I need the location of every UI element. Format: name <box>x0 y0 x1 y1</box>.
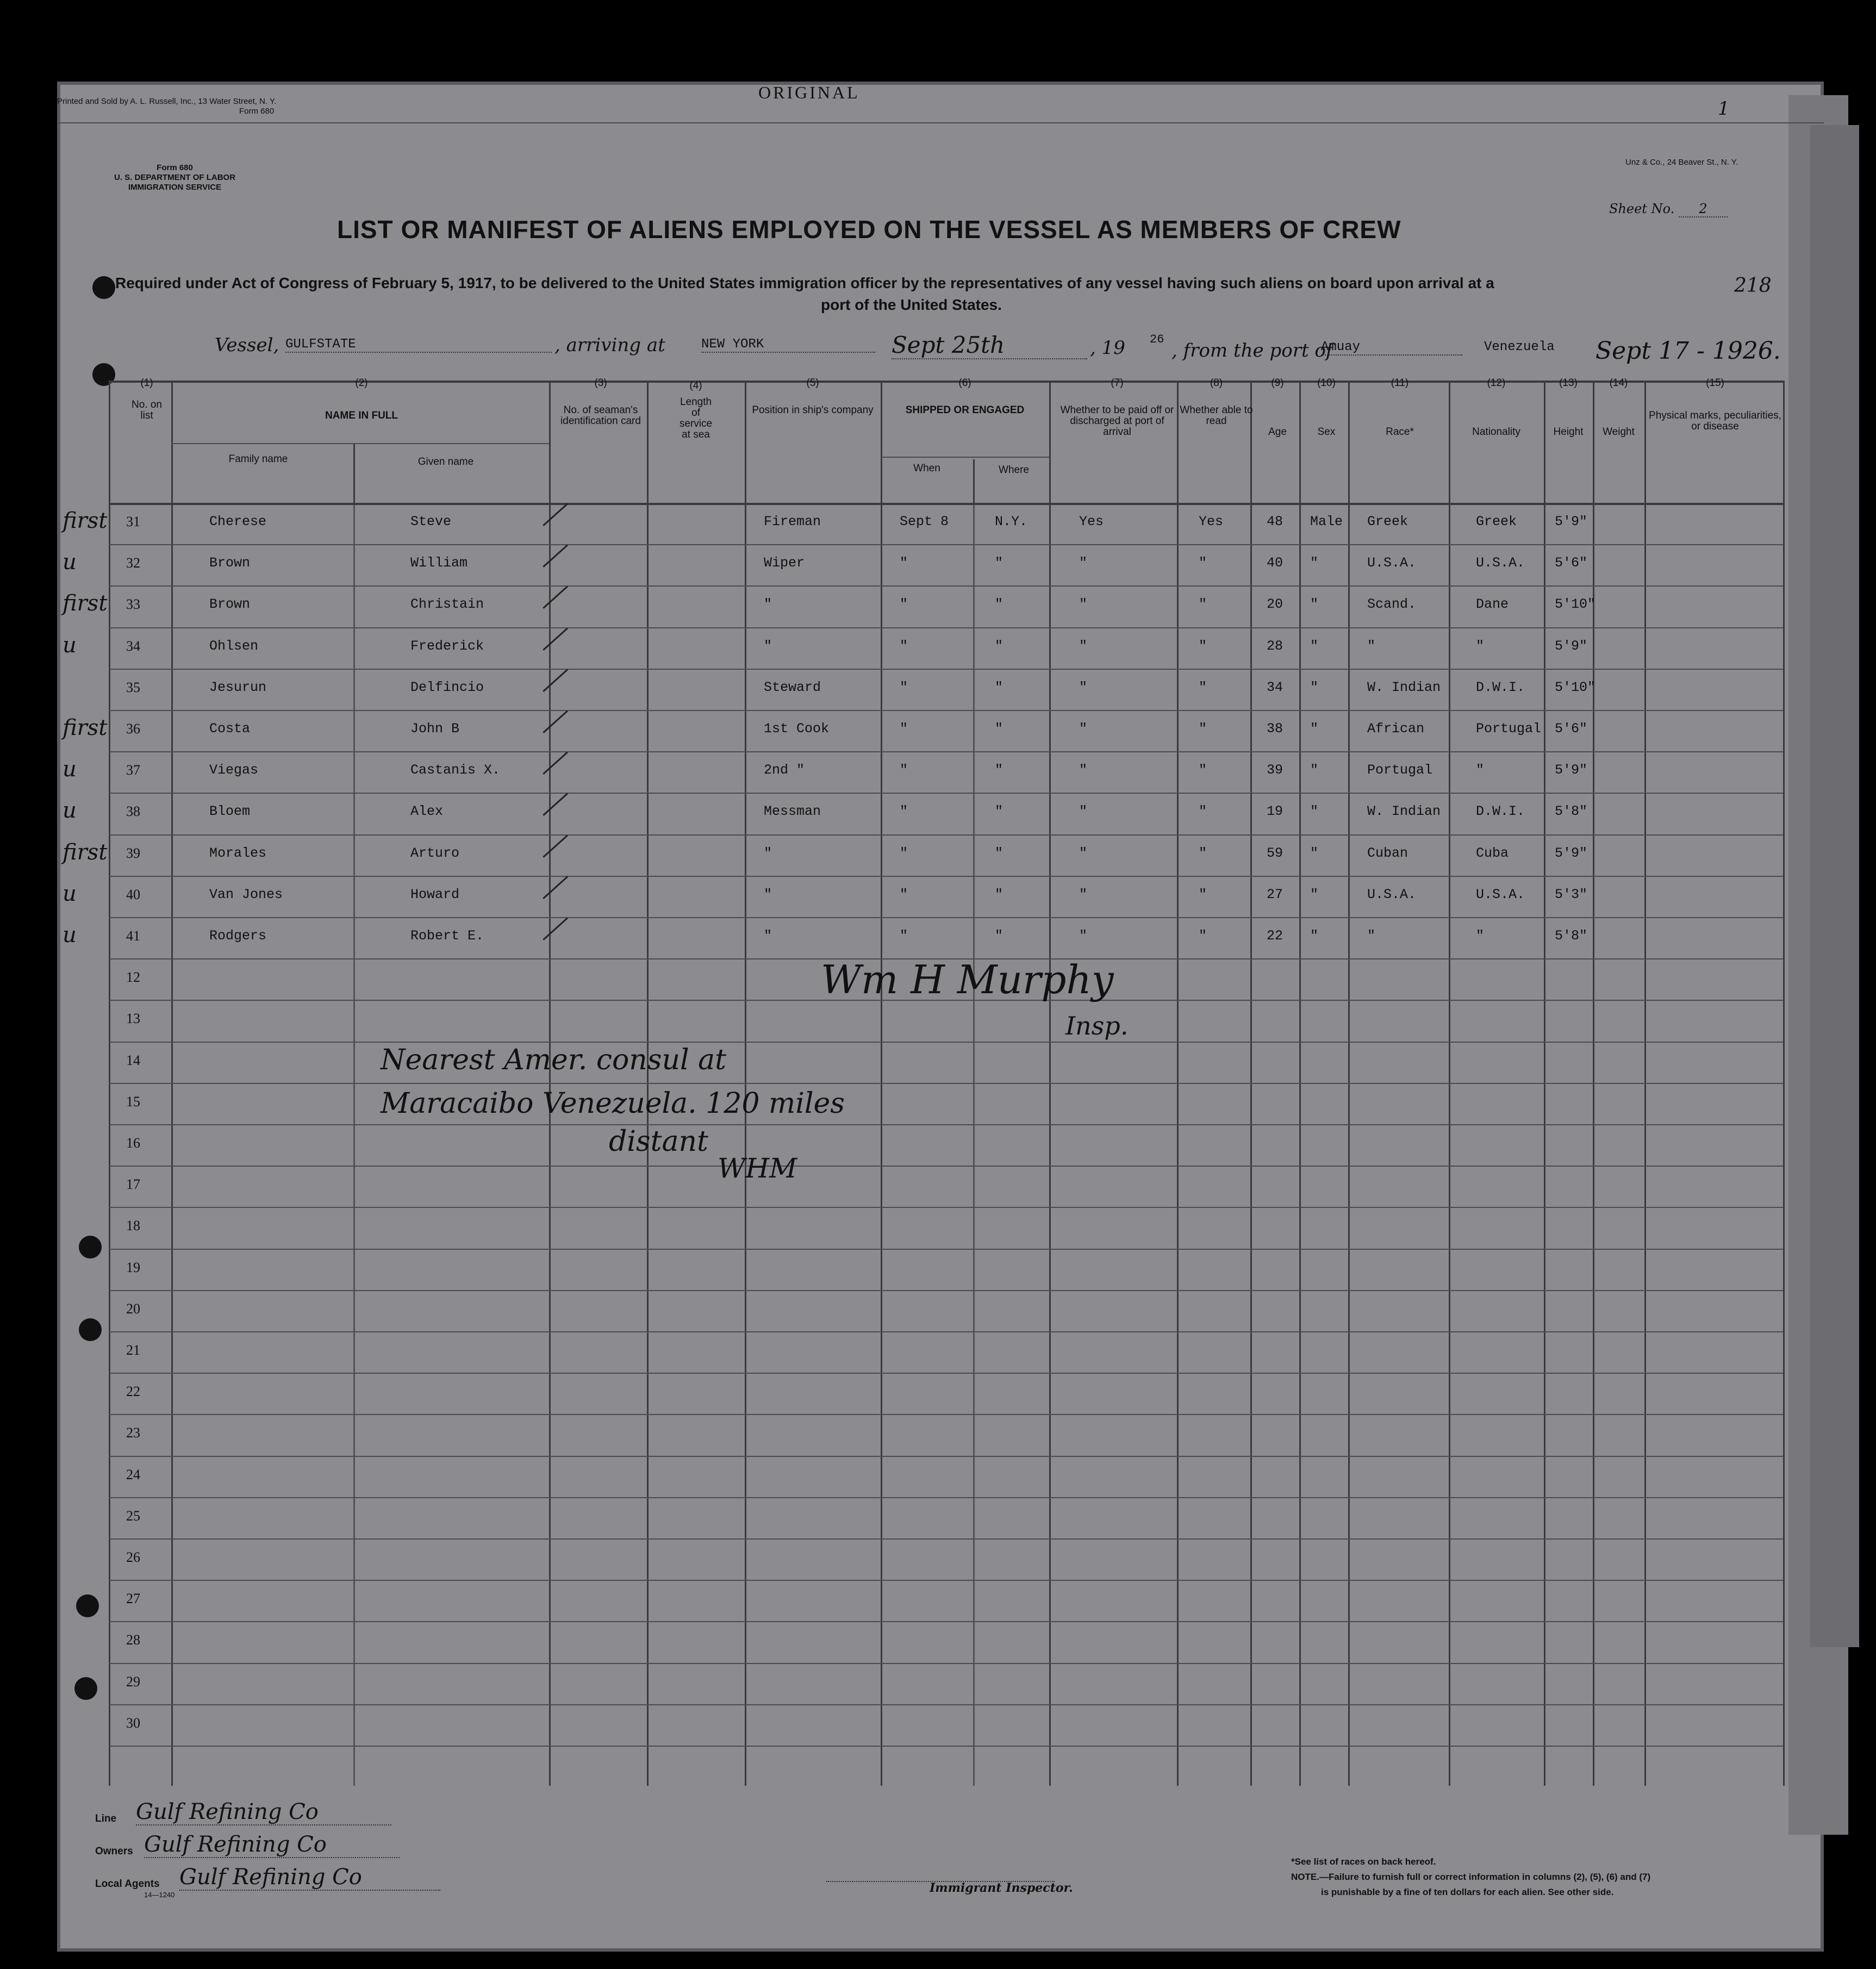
row-number: 34 <box>126 638 140 654</box>
punch-hole <box>74 1677 97 1700</box>
shipped-where: " <box>995 928 1004 944</box>
nationality: " <box>1476 762 1485 778</box>
given-name: Howard <box>410 887 460 902</box>
margin-note: first <box>63 508 108 533</box>
family-name: Brown <box>209 555 251 571</box>
corner-mark: 1 <box>1718 98 1730 120</box>
owners-label: Owners <box>95 1846 133 1857</box>
paid-off: " <box>1079 555 1088 571</box>
sheet-edge <box>1810 125 1859 1647</box>
paid-off: " <box>1079 638 1088 654</box>
year: 26 <box>1150 333 1164 346</box>
row-rule <box>109 1166 1783 1167</box>
nationality: Dane <box>1476 596 1509 612</box>
punch-hole <box>92 276 115 299</box>
consul-note-line-2: Maracaibo Venezuela. 120 miles <box>381 1087 845 1120</box>
printer-form: Form 680 <box>239 107 275 116</box>
subtitle-line-2: port of the United States. <box>821 296 1002 313</box>
nationality: " <box>1476 928 1485 944</box>
position: Fireman <box>764 514 821 529</box>
where-header: Where <box>999 464 1029 476</box>
paid-off: " <box>1079 680 1088 695</box>
row-rule <box>109 585 1783 587</box>
shipped-when: " <box>900 555 908 571</box>
shipped-where: " <box>995 887 1004 902</box>
punch-hole <box>79 1236 102 1258</box>
manifest-sheet <box>57 82 1824 1952</box>
sex: " <box>1310 721 1319 737</box>
inspector-signature: Wm H Murphy <box>821 957 1114 1002</box>
row-rule <box>109 1373 1783 1374</box>
paid-off: " <box>1079 762 1088 778</box>
age: 28 <box>1267 638 1283 654</box>
row-number: 37 <box>126 762 140 778</box>
position: " <box>764 887 772 902</box>
sheet-number <box>1609 201 1728 217</box>
row-number: 18 <box>126 1218 140 1233</box>
row-rule <box>109 1083 1783 1084</box>
shipped-where: " <box>995 638 1004 654</box>
family-name: Ohlsen <box>209 638 259 654</box>
col-7-header: (7) Whether to be paid off or discharged at port of arrival <box>1060 377 1174 438</box>
able-to-read: " <box>1199 803 1207 819</box>
form-code: 14—1240 <box>144 1891 175 1899</box>
row-number: 12 <box>126 969 140 985</box>
race: Greek <box>1367 514 1408 529</box>
row-number: 25 <box>126 1508 140 1524</box>
row-number: 16 <box>126 1135 140 1151</box>
height: 5'10" <box>1555 680 1596 695</box>
row-number: 21 <box>126 1342 140 1358</box>
height: 5'10" <box>1555 596 1596 612</box>
family-name-header: Family name <box>228 453 288 465</box>
row-number: 13 <box>126 1011 140 1026</box>
subcolumn-rule <box>353 443 355 503</box>
header-sub-rule <box>881 457 1049 458</box>
subtitle-line-1: Required under Act of Congress of February 5, 1917, to be delivered to the United States immigration officer by the representatives of any vessel having such aliens on board upon arrival at a <box>115 275 1494 291</box>
printer-note: Printed and Sold by A. L. Russell, Inc., 13 Water Street, N. Y. <box>57 97 277 106</box>
race: W. Indian <box>1367 680 1441 695</box>
row-number: 31 <box>126 514 140 529</box>
top-rule <box>57 122 1824 123</box>
depart-date: Sept 17 - 1926. <box>1595 337 1781 365</box>
col-8-header: (8) Whether able to read <box>1180 377 1253 427</box>
col-10-header: (10) Sex <box>1317 377 1336 438</box>
row-number: 28 <box>126 1632 140 1648</box>
sex: " <box>1310 680 1319 695</box>
punch-hole <box>76 1594 99 1617</box>
row-rule <box>109 1704 1783 1705</box>
paid-off: Yes <box>1079 514 1104 529</box>
shipped-where: " <box>995 680 1004 695</box>
row-rule <box>109 1580 1783 1581</box>
shipped-when: " <box>900 762 908 778</box>
sex: " <box>1310 596 1319 612</box>
age: 22 <box>1267 928 1283 944</box>
row-rule <box>109 1042 1783 1043</box>
able-to-read: " <box>1199 887 1207 902</box>
vessel-name: GULFSTATE <box>285 337 552 353</box>
col-11-header: (11) Race* <box>1386 377 1414 438</box>
unz-note: Unz & Co., 24 Beaver St., N. Y. <box>1625 158 1738 167</box>
margin-note: u <box>63 923 77 948</box>
row-number: 26 <box>126 1549 140 1565</box>
page-mark: 218 <box>1734 275 1772 297</box>
paid-off: " <box>1079 596 1088 612</box>
sex: " <box>1310 803 1319 819</box>
row-rule <box>109 1124 1783 1125</box>
family-name: Morales <box>209 845 267 861</box>
margin-note: u <box>63 798 77 823</box>
line-label: Line <box>95 1813 117 1824</box>
arriving-label: , arriving at <box>554 334 665 356</box>
height: 5'3" <box>1555 887 1588 902</box>
shipped-where: " <box>995 721 1004 737</box>
given-name: Robert E. <box>410 928 484 944</box>
row-rule <box>109 793 1783 794</box>
height: 5'9" <box>1555 514 1588 529</box>
paid-off: " <box>1079 845 1088 861</box>
col-6-header: (6) SHIPPED OR ENGAGED <box>905 377 1025 416</box>
age: 27 <box>1267 887 1283 902</box>
height: 5'9" <box>1555 845 1588 861</box>
from-port: Amuay <box>1321 340 1462 356</box>
row-number: 38 <box>126 803 140 819</box>
race: U.S.A. <box>1367 555 1417 571</box>
fine-note-1: NOTE.—Failure to furnish full or correct information in columns (2), (5), (6) and (7) <box>1291 1872 1651 1882</box>
height: 5'8" <box>1555 928 1588 944</box>
shipped-when: " <box>900 928 908 944</box>
row-rule <box>109 1249 1783 1250</box>
col-14-header: (14) Weight <box>1603 377 1635 438</box>
shipped-when: " <box>900 803 908 819</box>
row-number: 23 <box>126 1425 140 1441</box>
given-name: Frederick <box>410 638 484 654</box>
row-number: 29 <box>126 1674 140 1690</box>
race: " <box>1367 928 1376 944</box>
row-number: 41 <box>126 928 140 944</box>
row-rule <box>109 669 1783 670</box>
form-block <box>114 163 235 192</box>
row-number: 36 <box>126 721 140 737</box>
arriving-port: NEW YORK <box>701 337 875 353</box>
margin-note: first <box>63 715 108 740</box>
shipped-where: " <box>995 845 1004 861</box>
sex: " <box>1310 928 1319 944</box>
able-to-read: " <box>1199 928 1207 944</box>
margin-note: u <box>63 881 77 906</box>
paid-off: " <box>1079 887 1088 902</box>
row-number: 35 <box>126 680 140 695</box>
race: W. Indian <box>1367 803 1441 819</box>
sheet-label: Sheet No. <box>1609 201 1675 216</box>
year-label: , 19 <box>1090 337 1125 359</box>
shipped-where: " <box>995 803 1004 819</box>
col-12-header: (12) Nationality <box>1472 377 1520 438</box>
margin-note: u <box>63 757 77 782</box>
age: 38 <box>1267 721 1283 737</box>
agents-label: Local Agents <box>95 1878 160 1890</box>
row-number: 22 <box>126 1384 140 1399</box>
shipped-when: " <box>900 721 908 737</box>
family-name: Rodgers <box>209 928 267 944</box>
age: 19 <box>1267 803 1283 819</box>
position: Wiper <box>764 555 805 571</box>
col-3-header: (3) No. of seaman's identification card <box>560 377 641 427</box>
row-rule <box>109 544 1783 545</box>
row-number: 20 <box>126 1301 140 1317</box>
when-header: When <box>913 463 940 474</box>
given-name: Arturo <box>410 845 460 861</box>
position: Messman <box>764 803 821 819</box>
row-rule <box>109 917 1783 918</box>
race: Cuban <box>1367 845 1408 861</box>
family-name: Cherese <box>209 514 267 529</box>
race: Portugal <box>1367 762 1433 778</box>
col-13-header: (13) Height <box>1553 377 1584 438</box>
header-sub-rule <box>171 443 549 444</box>
shipped-when: Sept 8 <box>900 514 949 529</box>
height: 5'9" <box>1555 762 1588 778</box>
inspector-label: Immigrant Inspector. <box>930 1881 1073 1895</box>
col-2-header: (2) NAME IN FULL <box>325 377 398 421</box>
able-to-read: " <box>1199 845 1207 861</box>
given-name-header: Given name <box>417 456 474 468</box>
paid-off: " <box>1079 721 1088 737</box>
row-number: 19 <box>126 1260 140 1275</box>
subcolumn-rule <box>973 503 975 1786</box>
family-name: Van Jones <box>209 887 283 902</box>
row-rule <box>109 834 1783 836</box>
margin-note: first <box>63 840 108 865</box>
row-number: 15 <box>126 1094 140 1110</box>
department: U. S. DEPARTMENT OF LABOR <box>114 173 236 182</box>
consul-note-line-3: distant <box>609 1125 708 1158</box>
row-number: 24 <box>126 1467 140 1482</box>
from-country: Venezuela <box>1484 340 1555 354</box>
service: IMMIGRATION SERVICE <box>128 183 222 192</box>
shipped-when: " <box>900 680 908 695</box>
row-number: 33 <box>126 596 140 612</box>
col-5-header: (5) Position in ship's company <box>752 377 874 416</box>
given-name: Steve <box>410 514 452 529</box>
row-number: 17 <box>126 1176 140 1192</box>
line-value: Gulf Refining Co <box>136 1799 391 1825</box>
position: 1st Cook <box>764 721 830 737</box>
nationality: " <box>1476 638 1485 654</box>
nationality: U.S.A. <box>1476 887 1525 902</box>
col-9-header: (9) Age <box>1268 377 1287 438</box>
given-name: Delfincio <box>410 680 484 695</box>
row-rule <box>109 1663 1783 1664</box>
family-name: Viegas <box>209 762 259 778</box>
consul-initials: WHM <box>718 1152 797 1184</box>
from-label: , from the port of <box>1171 340 1333 362</box>
row-rule <box>109 1497 1783 1498</box>
row-number: 39 <box>126 845 140 861</box>
sex: " <box>1310 638 1319 654</box>
shipped-when: " <box>900 887 908 902</box>
col-1-header: (1) No. on list <box>132 377 162 421</box>
sex: " <box>1310 555 1319 571</box>
age: 39 <box>1267 762 1283 778</box>
row-rule <box>109 1456 1783 1457</box>
given-name: John B <box>410 721 460 737</box>
race: U.S.A. <box>1367 887 1417 902</box>
given-name: Alex <box>410 803 444 819</box>
shipped-where: N.Y. <box>995 514 1028 529</box>
sex: " <box>1310 762 1319 778</box>
row-rule <box>109 1207 1783 1208</box>
shipped-when: " <box>900 596 908 612</box>
able-to-read: " <box>1199 721 1207 737</box>
able-to-read: " <box>1199 638 1207 654</box>
age: 59 <box>1267 845 1283 861</box>
able-to-read: " <box>1199 555 1207 571</box>
position: " <box>764 596 772 612</box>
paid-off: " <box>1079 928 1088 944</box>
row-rule <box>109 1621 1783 1622</box>
nationality: Greek <box>1476 514 1517 529</box>
nationality: Portugal <box>1476 721 1542 737</box>
row-number: 14 <box>126 1052 140 1068</box>
age: 34 <box>1267 680 1283 695</box>
age: 48 <box>1267 514 1283 529</box>
margin-note: first <box>63 591 108 616</box>
vessel-label: Vessel, <box>215 334 279 356</box>
page-title: LIST OR MANIFEST OF ALIENS EMPLOYED ON THE VESSEL AS MEMBERS OF CREW <box>337 215 1401 244</box>
row-rule <box>109 627 1783 628</box>
nationality: U.S.A. <box>1476 555 1525 571</box>
height: 5'6" <box>1555 555 1588 571</box>
row-number: 32 <box>126 555 140 571</box>
family-name: Jesurun <box>209 680 267 695</box>
given-name: William <box>410 555 468 571</box>
agents-value: Gulf Refining Co <box>179 1865 440 1891</box>
row-rule <box>109 876 1783 877</box>
race: African <box>1367 721 1425 737</box>
original-label: ORIGINAL <box>758 83 860 102</box>
able-to-read: " <box>1199 680 1207 695</box>
row-rule <box>109 751 1783 752</box>
paid-off: " <box>1079 803 1088 819</box>
punch-hole <box>79 1318 102 1341</box>
age: 40 <box>1267 555 1283 571</box>
shipped-when: " <box>900 845 908 861</box>
family-name: Costa <box>209 721 251 737</box>
shipped-when: " <box>900 638 908 654</box>
races-note: *See list of races on back hereof. <box>1291 1856 1436 1867</box>
row-rule <box>109 1414 1783 1415</box>
age: 20 <box>1267 596 1283 612</box>
col-4-header: (4) Length of service at sea <box>679 380 713 440</box>
given-name: Castanis X. <box>410 762 501 778</box>
family-name: Brown <box>209 596 251 612</box>
height: 5'6" <box>1555 721 1588 737</box>
sheet-value: 2 <box>1679 201 1728 217</box>
row-rule <box>109 710 1783 711</box>
nationality: D.W.I. <box>1476 803 1525 819</box>
subcolumn-rule <box>353 503 355 1786</box>
height: 5'8" <box>1555 803 1588 819</box>
header-bottom-rule <box>109 503 1783 505</box>
fine-note-2: is punishable by a fine of ten dollars for each alien. See other side. <box>1321 1887 1614 1897</box>
shipped-where: " <box>995 762 1004 778</box>
able-to-read: " <box>1199 762 1207 778</box>
given-name: Christain <box>410 596 484 612</box>
height: 5'9" <box>1555 638 1588 654</box>
family-name: Bloem <box>209 803 251 819</box>
row-rule <box>109 1538 1783 1540</box>
margin-note: u <box>63 550 77 575</box>
position: " <box>764 638 772 654</box>
position: " <box>764 845 772 861</box>
row-rule <box>109 1746 1783 1747</box>
column-rule <box>1783 381 1785 1786</box>
sex: Male <box>1310 514 1343 529</box>
col-15-header: (15) Physical marks, peculiarities, or disease <box>1649 377 1781 432</box>
margin-note: u <box>63 633 77 658</box>
shipped-where: " <box>995 555 1004 571</box>
row-number: 40 <box>126 887 140 902</box>
form-number: Form 680 <box>157 163 193 172</box>
able-to-read: " <box>1199 596 1207 612</box>
row-number: 30 <box>126 1715 140 1731</box>
inspector-title: Insp. <box>1065 1011 1129 1040</box>
row-rule <box>109 1331 1783 1332</box>
nationality: Cuba <box>1476 845 1509 861</box>
sex: " <box>1310 845 1319 861</box>
row-rule <box>109 1290 1783 1291</box>
nationality: D.W.I. <box>1476 680 1525 695</box>
row-number: 27 <box>126 1591 140 1606</box>
arrival-date: Sept 25th <box>892 332 1087 359</box>
able-to-read: Yes <box>1199 514 1224 529</box>
position: Steward <box>764 680 821 695</box>
race: Scand. <box>1367 596 1417 612</box>
consul-note-line-1: Nearest Amer. consul at <box>381 1044 727 1076</box>
position: " <box>764 928 772 944</box>
position: 2nd " <box>764 762 805 778</box>
race: " <box>1367 638 1376 654</box>
owners-value: Gulf Refining Co <box>144 1832 400 1858</box>
sex: " <box>1310 887 1319 902</box>
shipped-where: " <box>995 596 1004 612</box>
